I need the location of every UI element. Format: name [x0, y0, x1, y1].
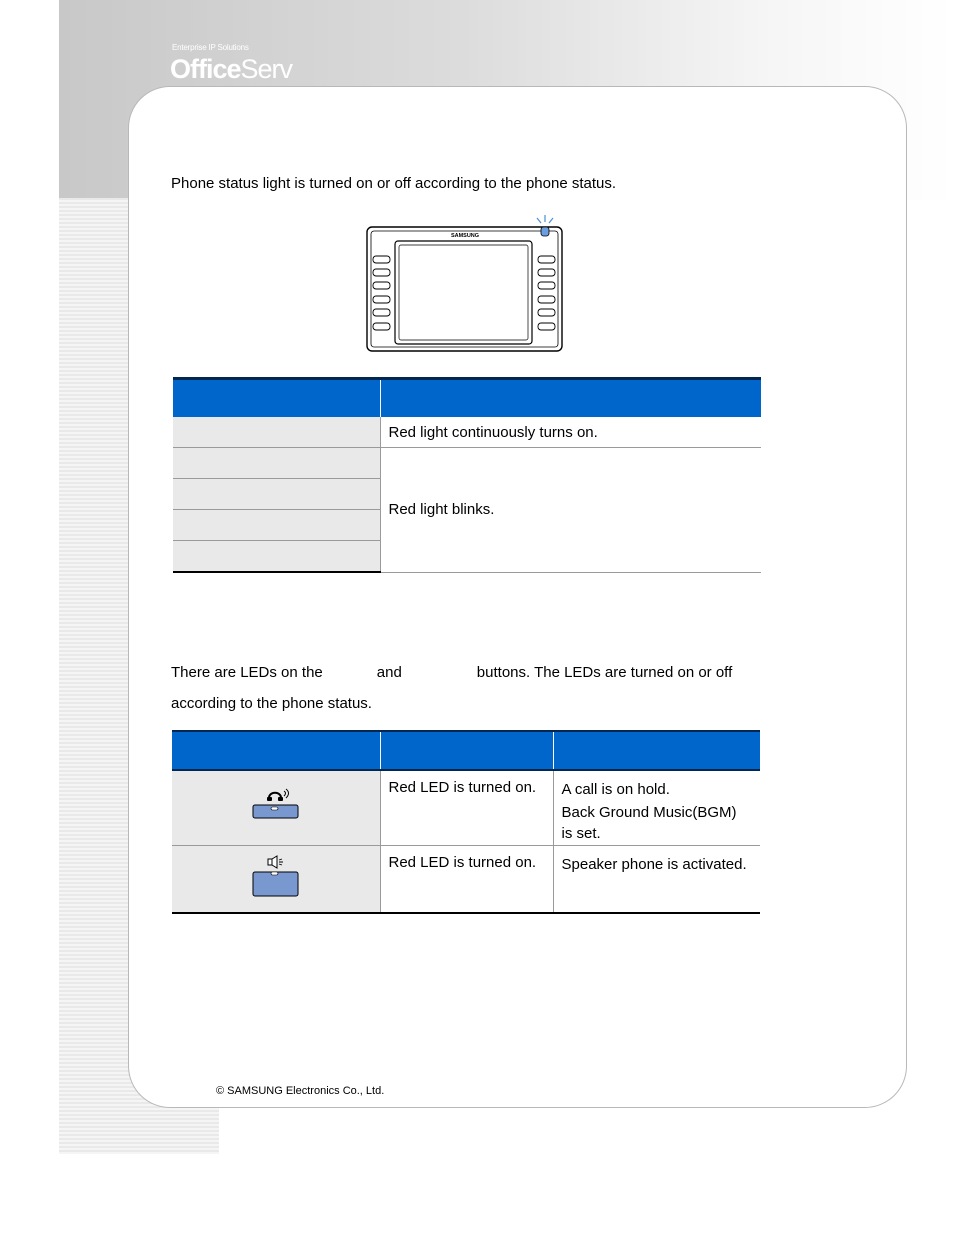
header-cell	[553, 731, 760, 770]
status-description: Red light blinks.	[380, 448, 761, 573]
led-intro-part-1: There are LEDs on the	[171, 664, 323, 681]
status-label-cell	[173, 479, 380, 510]
phone-status-line: Speaker phone is activated.	[561, 856, 747, 873]
phone-status-line: is set.	[561, 825, 601, 842]
phone-brand-label: SAMSUNG	[450, 233, 480, 239]
brand-name-light: Serv	[240, 54, 293, 84]
status-label-cell	[173, 417, 380, 448]
status-label-cell	[173, 448, 380, 479]
table-row	[172, 846, 760, 914]
led-intro	[171, 657, 761, 719]
table-row	[173, 448, 761, 479]
led-state-cell: Red LED is turned on.	[380, 770, 553, 846]
brand-tagline: Enterprise IP Solutions	[172, 43, 249, 52]
brand-logo	[170, 53, 292, 85]
status-description: Red light continuously turns on.	[380, 417, 761, 448]
button-led-table	[172, 730, 760, 914]
header-cell	[173, 379, 380, 418]
phone-status-line: A call is on hold.	[561, 781, 670, 798]
status-label-cell	[173, 510, 380, 541]
brand-name-bold: Office	[170, 54, 241, 84]
led-intro-part-2: and	[376, 664, 402, 681]
header-cell	[380, 731, 553, 770]
status-led-icon	[541, 227, 549, 236]
table-header-row	[173, 379, 761, 418]
hold-button-icon	[251, 788, 301, 824]
status-light-intro: Phone status light is turned on or off according to the phone status.	[171, 175, 617, 192]
button-icon-cell	[172, 770, 380, 846]
button-icon-cell	[172, 846, 380, 914]
table-header-row	[172, 731, 760, 770]
phone-status-cell	[553, 770, 760, 846]
phone-illustration	[360, 212, 570, 357]
header-cell	[380, 379, 761, 418]
header-cell	[172, 731, 380, 770]
status-light-table	[173, 377, 761, 573]
led-intro-line-2: according to the phone status.	[171, 695, 372, 712]
table-row	[172, 770, 760, 846]
copyright-footer: © SAMSUNG Electronics Co., Ltd.	[216, 1085, 385, 1097]
table-row	[173, 417, 761, 448]
phone-status-line: Back Ground Music(BGM)	[561, 804, 737, 821]
led-state-cell: Red LED is turned on.	[380, 846, 553, 914]
led-intro-part-3: buttons. The LEDs are turned on or off	[476, 664, 733, 681]
phone-status-cell	[553, 846, 760, 914]
speaker-button-icon	[251, 855, 301, 899]
status-label-cell	[173, 541, 380, 573]
